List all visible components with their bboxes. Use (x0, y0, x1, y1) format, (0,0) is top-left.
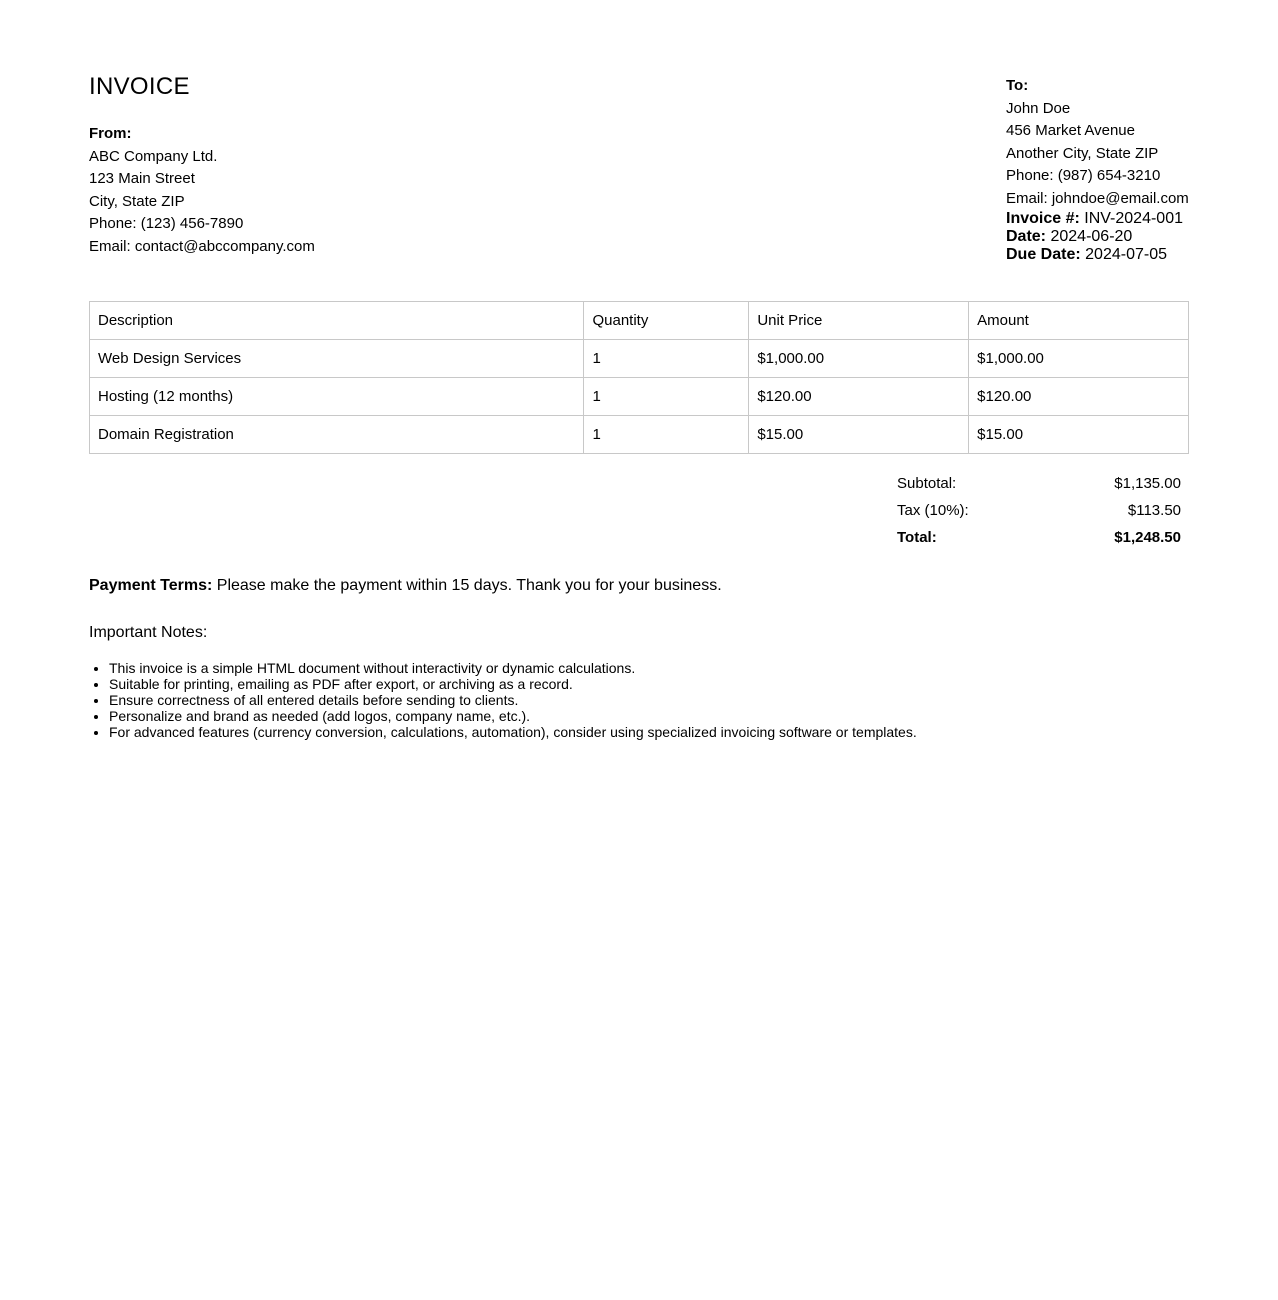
item-description: Hosting (12 months) (90, 378, 584, 416)
tax-row (889, 499, 1189, 526)
recipient-address-block (1006, 75, 1189, 264)
list-item: • Suitable for printing, emailing as PDF after export, or archiving as a record. (109, 676, 917, 692)
due-date-row (1006, 246, 1189, 264)
notes-heading: Important Notes: (89, 624, 208, 641)
line-items-table (89, 301, 1189, 454)
table-row (90, 340, 1189, 378)
item-quantity: 1 (584, 416, 749, 454)
due-date-label: Due Date: (1006, 246, 1081, 263)
total-value: $1,248.50 (1114, 529, 1181, 546)
subtotal-label: Subtotal: (897, 475, 957, 492)
list-item: • Personalize and brand as needed (add logos, company name, etc.). (109, 708, 917, 724)
page-title: INVOICE (89, 73, 190, 100)
notes-list (89, 660, 917, 740)
total-row (889, 526, 1189, 553)
sender-city: City, State ZIP (89, 192, 185, 210)
sender-phone: Phone: (123) 456-7890 (89, 215, 244, 232)
table-row (90, 416, 1189, 454)
due-date: 2024-07-05 (1085, 246, 1167, 263)
sender-street: 123 Main Street (89, 170, 195, 187)
sender-email: Email: contact@abccompany.com (89, 237, 315, 255)
table-header-row (90, 302, 1189, 340)
tax-label: Tax (10%): (897, 502, 969, 519)
column-header-quantity: Quantity (584, 302, 749, 340)
item-quantity: 1 (584, 340, 749, 378)
tax-value: $113.50 (1127, 502, 1181, 519)
from-label: From: (89, 125, 132, 142)
invoice-number: INV-2024-001 (1084, 210, 1183, 227)
item-description: Domain Registration (90, 416, 584, 454)
list-item: • Ensure correctness of all entered details before sending to clients. (109, 692, 917, 708)
item-unit-price: $15.00 (749, 416, 969, 454)
list-item: • This invoice is a simple HTML document without interactivity or dynamic calculations. (109, 660, 917, 676)
to-label: To: (1006, 77, 1029, 94)
invoice-number-label: Invoice #: (1006, 210, 1080, 227)
invoice-number-row (1006, 210, 1189, 228)
item-description: Web Design Services (90, 340, 584, 378)
recipient-email: Email: johndoe@email.com (1006, 189, 1189, 207)
item-unit-price: $120.00 (749, 378, 969, 416)
payment-terms-text: Please make the payment within 15 days. Thank you for your business. (216, 577, 722, 594)
list-item: • For advanced features (currency conversion, calculations, automation), consider using specialized invoicing software or templates. (109, 724, 917, 740)
item-amount: $120.00 (969, 378, 1189, 416)
invoice-date-row (1006, 228, 1189, 246)
invoice-date: 2024-06-20 (1050, 228, 1133, 245)
totals-block (889, 472, 1189, 553)
subtotal-value: $1,135.00 (1114, 475, 1181, 492)
sender-company: ABC Company Ltd. (89, 147, 218, 165)
subtotal-row (889, 472, 1189, 499)
table-row (90, 378, 1189, 416)
column-header-description: Description (90, 302, 584, 340)
payment-terms-label: Payment Terms: (89, 577, 213, 594)
payment-terms (89, 577, 722, 595)
item-amount: $15.00 (969, 416, 1189, 454)
column-header-amount: Amount (969, 302, 1189, 340)
invoice-meta (1006, 210, 1189, 264)
item-quantity: 1 (584, 378, 749, 416)
recipient-street: 456 Market Avenue (1006, 122, 1135, 139)
item-unit-price: $1,000.00 (749, 340, 969, 378)
item-amount: $1,000.00 (969, 340, 1189, 378)
column-header-unit-price: Unit Price (749, 302, 969, 340)
recipient-phone: Phone: (987) 654-3210 (1006, 167, 1161, 184)
recipient-city: Another City, State ZIP (1006, 144, 1159, 162)
total-label: Total: (897, 529, 937, 546)
invoice-date-label: Date: (1006, 228, 1047, 245)
recipient-name: John Doe (1006, 99, 1071, 117)
sender-address-block (89, 123, 315, 258)
